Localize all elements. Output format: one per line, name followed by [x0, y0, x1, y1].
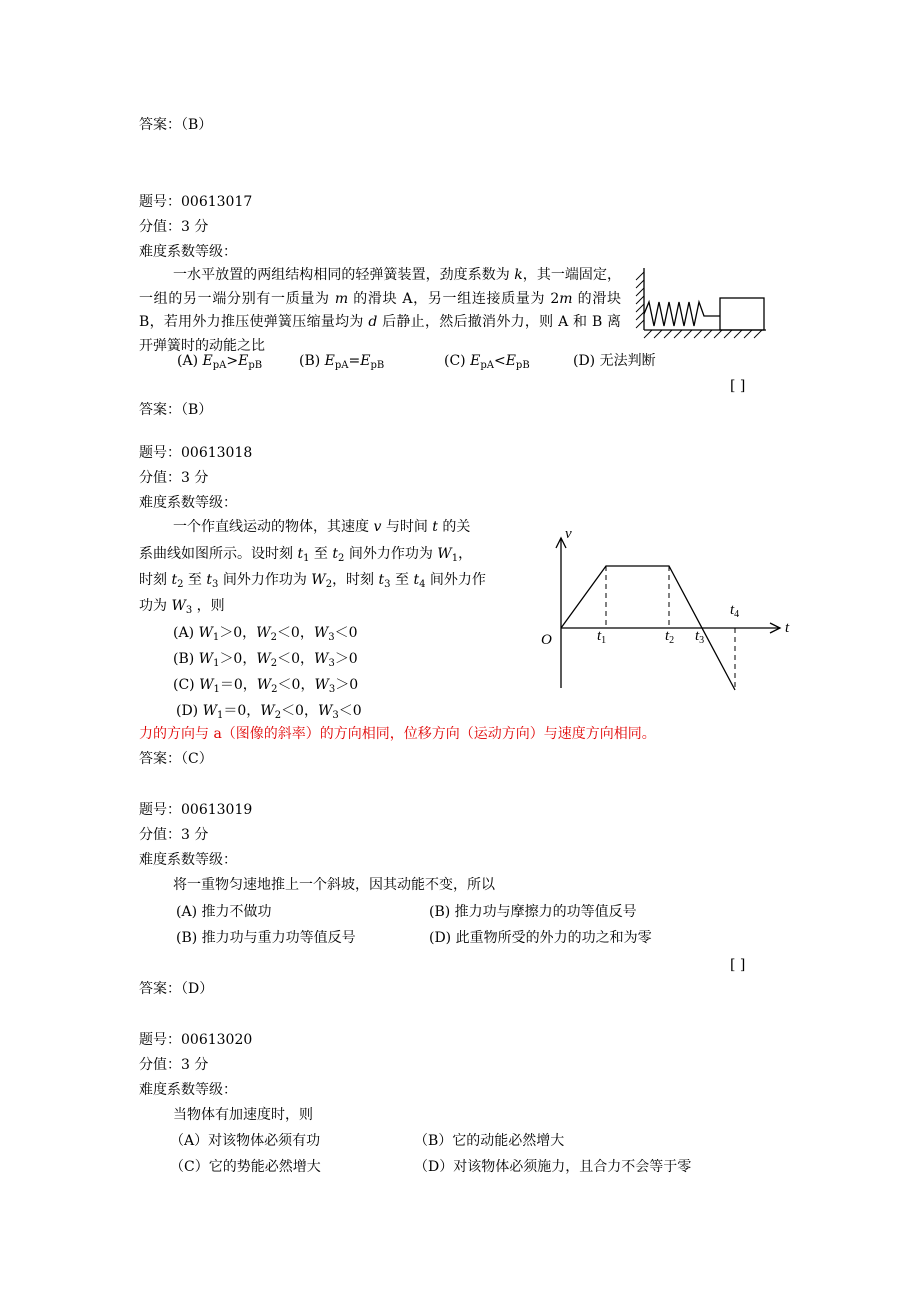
slider-block	[720, 298, 764, 330]
var-E: E	[505, 353, 516, 369]
cond: ＞0	[335, 677, 359, 693]
q19-option-a: (A) 推力不做功	[176, 904, 272, 920]
v-axis-label: v	[565, 526, 572, 542]
q17-difficulty	[139, 243, 237, 261]
q19-option-d: (D) 此重物所受的外力的功之和为零	[429, 930, 652, 946]
stem-text: 间外力作	[425, 572, 486, 588]
floor-hatch	[644, 330, 762, 338]
t4-label	[730, 602, 739, 620]
sub-2: 2	[325, 579, 333, 590]
num-value: 00613019	[181, 802, 253, 818]
q17-stem	[139, 264, 621, 358]
var-W: W	[202, 703, 217, 719]
q18-number	[139, 444, 252, 462]
q18-score	[139, 469, 208, 487]
score-label: 分值：	[139, 470, 181, 486]
stem-text: 的滑块 B，若用外力推压使弹簧压缩量均为	[139, 290, 622, 331]
cond: ＜0	[334, 625, 358, 641]
num-value: 00613020	[181, 1032, 253, 1048]
stem-text: 间外力作功为	[218, 572, 312, 588]
q20-option-d: （D）对该物体必须施力，且合力不会等于零	[414, 1159, 692, 1175]
sub-1: 1	[451, 553, 459, 564]
stem-text: 时刻	[139, 572, 172, 588]
q19-score	[139, 826, 208, 844]
score-value: 3 分	[181, 219, 209, 235]
score-label: 分值：	[139, 827, 181, 843]
stem-text: ，时刻	[332, 572, 379, 588]
var-W: W	[256, 677, 272, 693]
sub-3: 3	[328, 684, 336, 695]
punct: ，	[242, 677, 257, 693]
q17-score	[139, 218, 208, 236]
q20-option-c: （C）它的势能必然增大	[170, 1159, 321, 1175]
q19-number	[139, 801, 252, 819]
t2-sub: 2	[669, 635, 675, 646]
answer-value: （C）	[181, 751, 213, 767]
var-W: W	[314, 677, 329, 693]
var-t: t	[332, 546, 339, 562]
stem-text: ，其一端固定，一组的另一端分别有一质量为	[139, 267, 621, 307]
q17-option-c	[444, 352, 530, 370]
cond: ＜0	[281, 703, 304, 719]
var-E: E	[238, 353, 249, 369]
q19-option-c: (B) 推力功与重力功等值反号	[176, 930, 356, 946]
t2-label	[665, 628, 674, 646]
var-W: W	[256, 651, 271, 667]
sub-1: 1	[217, 710, 224, 721]
stem-text: 一水平放置的两组结构相同的轻弹簧装置，劲度系数为	[173, 267, 515, 283]
q18-note: 力的方向与 a（图像的斜率）的方向相同，位移方向（运动方向）与速度方向相同。	[139, 726, 656, 742]
q17-number	[139, 193, 252, 211]
opt-label: (B)	[299, 353, 325, 369]
op: <	[493, 353, 506, 369]
cond: ＝0	[219, 677, 243, 693]
op: =	[348, 353, 361, 369]
opt-label: (D)	[176, 703, 203, 719]
cond: ＞0	[334, 651, 358, 667]
t1-t: t	[597, 628, 602, 644]
sub-2: 2	[274, 710, 282, 721]
q20-score	[139, 1056, 208, 1074]
sub-2: 2	[177, 579, 184, 590]
q19-answer	[139, 980, 213, 998]
answer-label: 答案：	[139, 751, 181, 767]
stem-text: 的关	[437, 519, 471, 535]
sub-1: 1	[303, 553, 310, 564]
q18-option-d	[176, 702, 362, 720]
cond: ＞0	[219, 625, 243, 641]
answer-label: 答案：	[139, 981, 181, 997]
stem-text: 系曲线如图所示。设时刻	[139, 546, 298, 562]
sub-pB: pB	[515, 360, 530, 371]
t2-t: t	[665, 628, 670, 644]
var-W: W	[313, 625, 329, 641]
var-t: t	[413, 572, 420, 588]
cond: ＜0	[277, 651, 301, 667]
difficulty-label: 难度系数等级：	[139, 495, 237, 511]
var-W: W	[317, 703, 333, 719]
difficulty-label: 难度系数等级：	[139, 244, 237, 260]
answer-label: 答案：	[139, 402, 181, 418]
var-E: E	[202, 353, 213, 369]
q19-difficulty	[139, 851, 237, 869]
opt-label: (A)	[177, 353, 203, 369]
q17-option-b	[299, 352, 384, 370]
q17-option-a	[177, 352, 262, 370]
sub-3: 3	[328, 658, 335, 669]
sub-1: 1	[213, 684, 220, 695]
t4-sub: 4	[734, 609, 740, 620]
q18-stem-line-3	[139, 571, 486, 589]
q20-option-a: （A）对该物体必须有功	[170, 1133, 321, 1149]
answer-label: 答案：	[139, 117, 181, 133]
var-m: m	[559, 290, 573, 307]
var-W: W	[198, 651, 214, 667]
sub-3: 3	[212, 579, 219, 590]
var-t: t	[432, 519, 438, 535]
sub-pA: pA	[212, 360, 227, 371]
num-label: 题号：	[139, 445, 181, 461]
answer-value: （B）	[181, 117, 213, 133]
stem-text: 间外力作功为	[344, 546, 438, 562]
stem-text: 后静止，然后撤消外力，则 A 和 B 离开弹簧时的动能之比	[139, 314, 621, 354]
stem-text: 至	[390, 572, 414, 588]
velocity-time-graph	[530, 518, 800, 698]
stem-text: 与时间	[381, 519, 433, 535]
t3-sub: 3	[699, 635, 705, 646]
var-E: E	[470, 353, 481, 369]
op: >	[226, 353, 239, 369]
opt-label: (B)	[173, 651, 199, 667]
var-E: E	[360, 353, 371, 369]
sub-4: 4	[419, 579, 426, 590]
sub-3: 3	[332, 710, 339, 721]
cond: ＞0	[219, 651, 243, 667]
opt-label: (C)	[173, 677, 200, 693]
sub-1: 1	[212, 632, 220, 643]
q19-answer-bracket: [ ]	[730, 957, 746, 973]
punct: ，	[300, 677, 315, 693]
t1-label	[597, 628, 606, 646]
var-W: W	[198, 625, 213, 641]
var-W: W	[437, 546, 452, 562]
answer-line-prev	[139, 116, 212, 134]
score-label: 分值：	[139, 219, 181, 235]
punct: ，	[300, 651, 315, 667]
q20-number	[139, 1031, 252, 1049]
punct: ，	[242, 625, 257, 641]
punct: ，	[246, 703, 261, 719]
var-W: W	[199, 677, 214, 693]
difficulty-label: 难度系数等级：	[139, 852, 237, 868]
var-m: m	[334, 290, 349, 307]
var-d: d	[368, 314, 378, 331]
q18-option-b	[173, 650, 358, 668]
sub-pA: pA	[334, 360, 349, 371]
var-t: t	[378, 572, 385, 588]
num-value: 00613017	[181, 194, 253, 210]
spring-coil	[644, 302, 720, 326]
q17-answer	[139, 401, 212, 419]
score-value: 3 分	[181, 827, 209, 843]
origin-label: O	[541, 632, 552, 648]
var-W: W	[314, 651, 329, 667]
t4-t: t	[730, 602, 735, 618]
sub-2: 2	[338, 553, 345, 564]
cond: ＜0	[277, 677, 301, 693]
var-W: W	[256, 625, 271, 641]
opt-label: (C)	[444, 353, 471, 369]
punct: ，	[242, 651, 257, 667]
cond: ＝0	[223, 703, 247, 719]
q20-difficulty	[139, 1081, 237, 1099]
sub-1: 1	[213, 658, 220, 669]
q17-option-d: (D) 无法判断	[573, 353, 656, 369]
difficulty-label: 难度系数等级：	[139, 1082, 237, 1098]
score-label: 分值：	[139, 1057, 181, 1073]
num-value: 00613018	[181, 445, 253, 461]
var-v: v	[373, 519, 382, 535]
spring-diagram	[628, 262, 770, 342]
q20-stem: 当物体有加速度时，则	[173, 1107, 313, 1123]
score-value: 3 分	[181, 1057, 209, 1073]
stem-text: 至	[309, 546, 333, 562]
var-W: W	[311, 572, 326, 588]
q20-option-b: （B）它的动能必然增大	[414, 1133, 565, 1149]
sub-3: 3	[328, 632, 335, 643]
q18-option-a	[173, 624, 358, 642]
stem-text: 功为	[139, 598, 172, 614]
q19-stem: 将一重物匀速地推上一个斜坡，因其动能不变，所以	[173, 877, 495, 893]
punct: ，	[303, 703, 318, 719]
wall-hatch	[636, 272, 644, 328]
var-t: t	[206, 572, 213, 588]
var-E: E	[324, 353, 335, 369]
var-W: W	[260, 703, 275, 719]
t-axis-label: t	[785, 620, 790, 636]
sub-3: 3	[384, 579, 391, 590]
num-label: 题号：	[139, 194, 181, 210]
punct: ，	[299, 625, 314, 641]
num-label: 题号：	[139, 802, 181, 818]
cond: ＜0	[276, 625, 300, 641]
t3-t: t	[695, 628, 700, 644]
q18-stem-line-4	[139, 597, 225, 615]
q18-difficulty	[139, 494, 237, 512]
punct: ，	[458, 546, 473, 562]
q18-option-c	[173, 676, 358, 694]
sub-2: 2	[270, 632, 277, 643]
q17-answer-bracket: [ ]	[730, 378, 746, 394]
sub-3: 3	[185, 605, 193, 616]
t1-sub: 1	[601, 635, 607, 646]
q18-stem-line-2	[139, 545, 472, 563]
sub-pB: pB	[370, 360, 385, 371]
answer-value: （B）	[181, 402, 213, 418]
sub-2: 2	[271, 684, 278, 695]
answer-value: （D）	[181, 981, 214, 997]
var-t: t	[297, 546, 304, 562]
sub-2: 2	[270, 658, 278, 669]
opt-label: (A)	[173, 625, 199, 641]
stem-text: ，则	[192, 598, 225, 614]
var-W: W	[171, 598, 186, 614]
cond: ＜0	[338, 703, 362, 719]
num-label: 题号：	[139, 1032, 181, 1048]
stem-text: 的滑块 A，另一组连接质量为 2	[348, 290, 560, 307]
sub-pB: pB	[248, 360, 263, 371]
q18-stem-line-1	[173, 518, 470, 536]
q19-option-b: (B) 推力功与摩擦力的功等值反号	[429, 904, 637, 920]
stem-text: 至	[183, 572, 207, 588]
stem-text: 一个作直线运动的物体，其速度	[173, 519, 374, 535]
score-value: 3 分	[181, 470, 209, 486]
var-t: t	[171, 572, 178, 588]
sub-pA: pA	[480, 360, 494, 371]
q18-answer	[139, 750, 213, 768]
var-k: k	[514, 267, 523, 283]
